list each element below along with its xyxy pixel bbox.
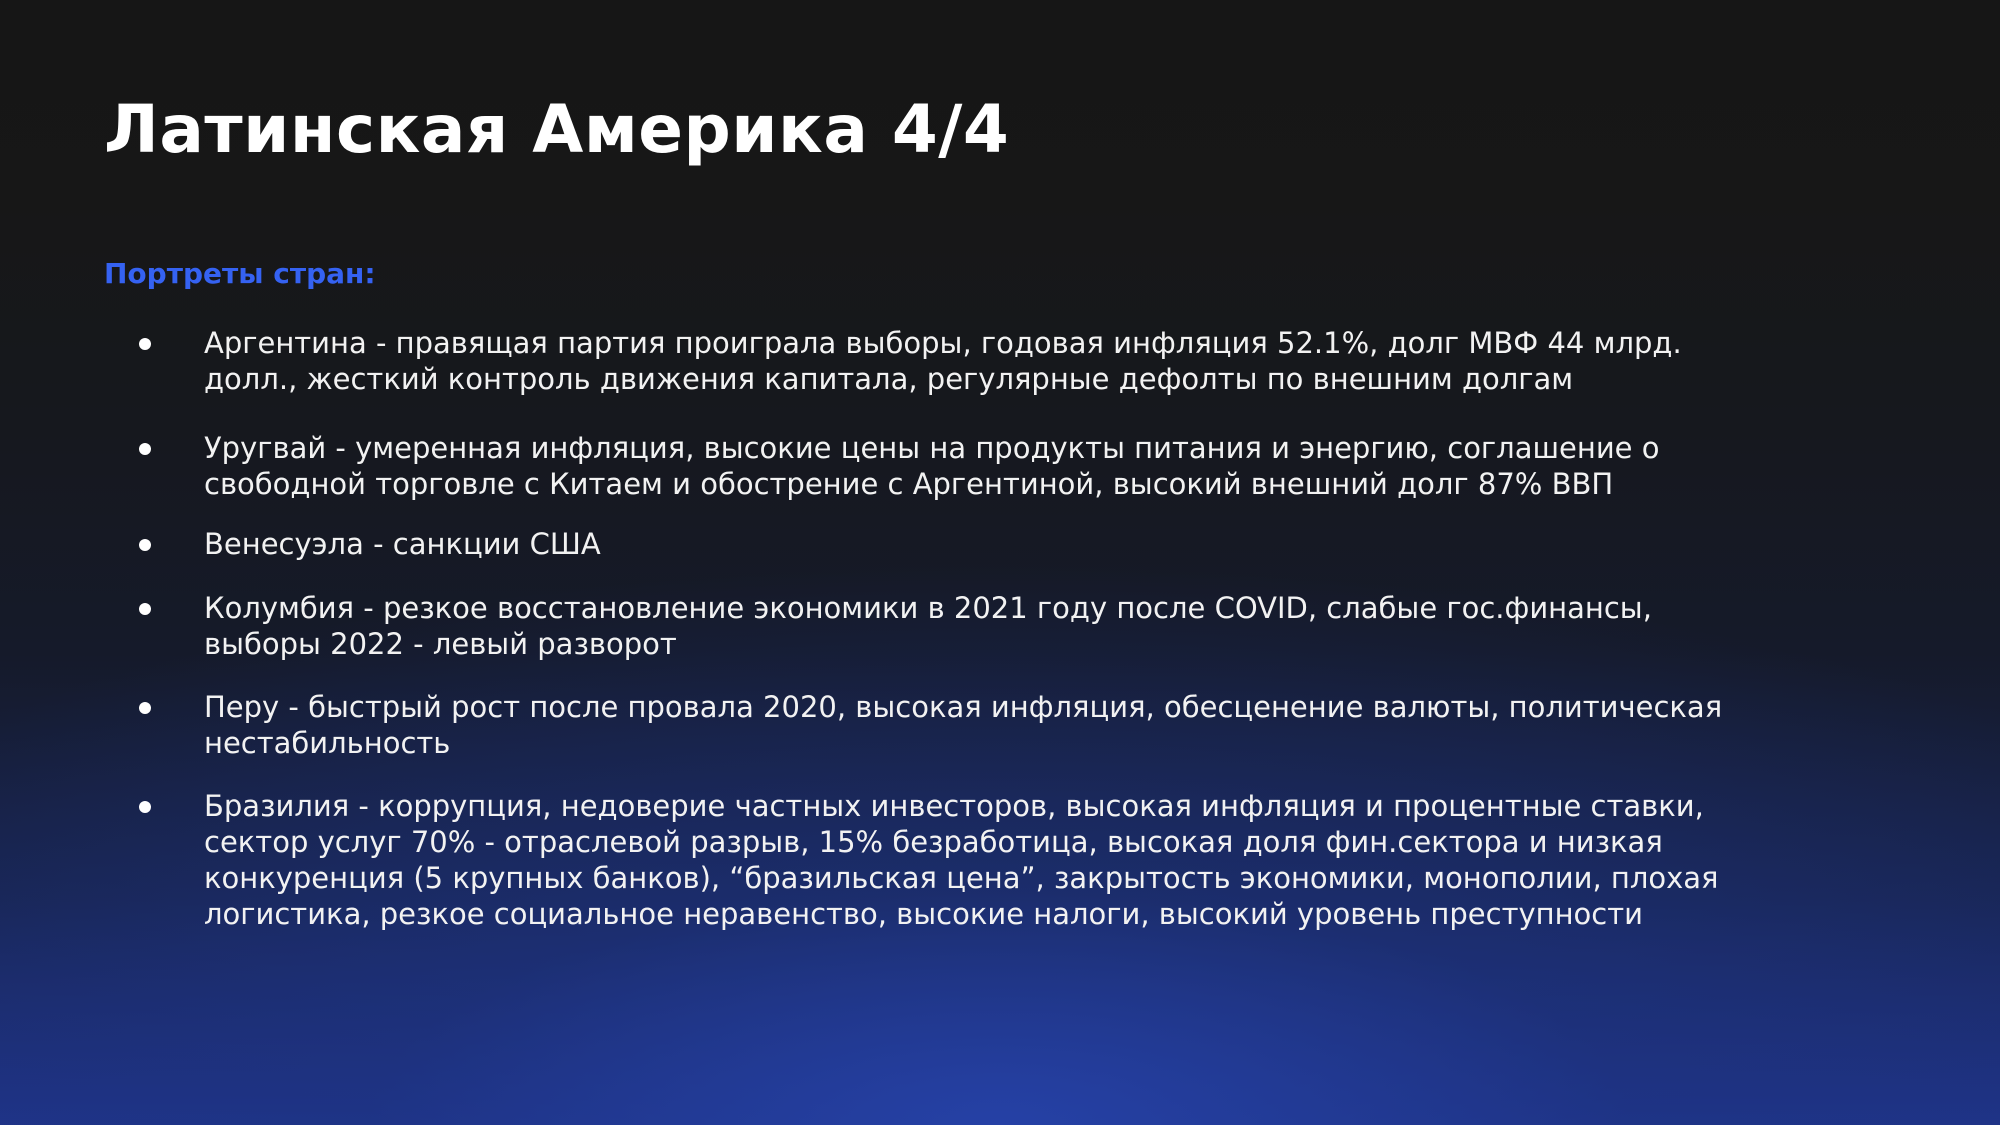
bullet-text <box>204 689 1844 761</box>
bullet-icon <box>139 539 151 551</box>
bullet-line: нестабильность <box>204 726 451 760</box>
bullet-icon <box>139 338 151 350</box>
bullet-line: Аргентина - правящая партия проиграла выборы, годовая инфляция 52.1%, долг МВФ 44 млрд. <box>204 326 1682 360</box>
bullet-text <box>204 430 1844 502</box>
bullet-line: Венесуэла - санкции США <box>204 527 601 561</box>
bullet-line: сектор услуг 70% - отраслевой разрыв, 15% безработица, высокая доля фин.сектора и низкая <box>204 825 1663 859</box>
bullet-text <box>204 526 1844 562</box>
bullet-line: конкуренция (5 крупных банков), “бразильская цена”, закрытость экономики, монополии, плохая <box>204 861 1719 895</box>
bullet-line: выборы 2022 - левый разворот <box>204 627 677 661</box>
bullet-line: Колумбия - резкое восстановление экономики в 2021 году после COVID, слабые гос.финансы, <box>204 591 1652 625</box>
bullet-text <box>204 325 1844 397</box>
bullet-icon <box>139 443 151 455</box>
bullet-icon <box>139 702 151 714</box>
bullet-text <box>204 590 1844 662</box>
bullet-line: Бразилия - коррупция, недоверие частных инвесторов, высокая инфляция и процентные ставки, <box>204 789 1704 823</box>
slide-title: Латинская Америка 4/4 <box>104 91 1010 168</box>
bullet-line: долл., жесткий контроль движения капитала, регулярные дефолты по внешним долгам <box>204 362 1574 396</box>
bullet-line: Уругвай - умеренная инфляция, высокие цены на продукты питания и энергию, соглашение о <box>204 431 1660 465</box>
bullet-line: Перу - быстрый рост после провала 2020, высокая инфляция, обесценение валюты, политическая <box>204 690 1723 724</box>
bullet-icon <box>139 801 151 813</box>
bullet-icon <box>139 603 151 615</box>
bullet-text <box>204 788 1844 932</box>
section-heading: Портреты стран: <box>104 257 376 290</box>
bullet-line: логистика, резкое социальное неравенство, высокие налоги, высокий уровень преступности <box>204 897 1643 931</box>
bullet-line: свободной торговле с Китаем и обострение с Аргентиной, высокий внешний долг 87% ВВП <box>204 467 1614 501</box>
